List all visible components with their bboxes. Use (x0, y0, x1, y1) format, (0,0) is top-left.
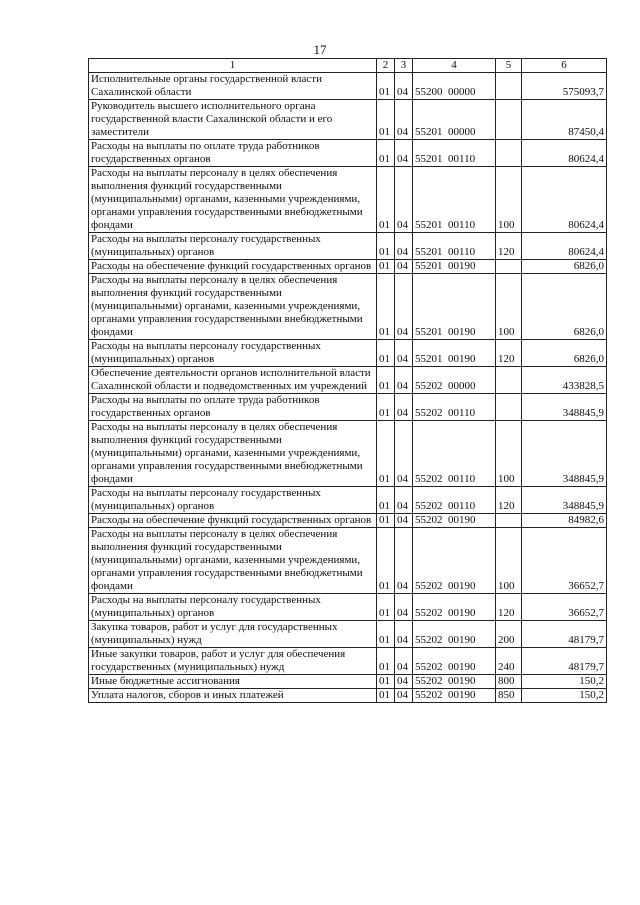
row-amount: 575093,7 (522, 73, 607, 100)
row-expense-type (496, 367, 522, 394)
row-target-article: 55202 00110 (413, 487, 496, 514)
row-subsection: 04 (395, 621, 413, 648)
row-name: Расходы на выплаты по оплате труда работников государственных органов (89, 140, 377, 167)
row-section: 01 (377, 167, 395, 233)
row-name: Исполнительные органы государственной власти Сахалинской области (89, 73, 377, 100)
row-expense-type: 120 (496, 233, 522, 260)
column-header: 3 (395, 59, 413, 73)
row-target-article: 55201 00190 (413, 274, 496, 340)
row-section: 01 (377, 487, 395, 514)
row-subsection: 04 (395, 167, 413, 233)
row-section: 01 (377, 689, 395, 703)
column-header: 6 (522, 59, 607, 73)
table-row (89, 100, 607, 140)
row-target-article: 55202 00110 (413, 394, 496, 421)
row-expense-type: 120 (496, 594, 522, 621)
row-subsection: 04 (395, 340, 413, 367)
row-section: 01 (377, 100, 395, 140)
row-name: Расходы на выплаты по оплате труда работников государственных органов (89, 394, 377, 421)
row-amount: 84982,6 (522, 514, 607, 528)
row-name: Расходы на выплаты персоналу государственных (муниципальных) органов (89, 594, 377, 621)
table-row (89, 621, 607, 648)
row-expense-type (496, 140, 522, 167)
table-row (89, 528, 607, 594)
row-target-article: 55201 00110 (413, 167, 496, 233)
row-subsection: 04 (395, 233, 413, 260)
column-header: 5 (496, 59, 522, 73)
row-target-article: 55202 00000 (413, 367, 496, 394)
row-amount: 6826,0 (522, 340, 607, 367)
row-amount: 36652,7 (522, 528, 607, 594)
row-amount: 80624,4 (522, 140, 607, 167)
row-subsection: 04 (395, 140, 413, 167)
row-name: Расходы на обеспечение функций государственных органов (89, 260, 377, 274)
row-target-article: 55201 00000 (413, 100, 496, 140)
row-subsection: 04 (395, 421, 413, 487)
row-name: Закупка товаров, работ и услуг для государственных (муниципальных) нужд (89, 621, 377, 648)
row-target-article: 55201 00110 (413, 233, 496, 260)
row-subsection: 04 (395, 689, 413, 703)
row-section: 01 (377, 621, 395, 648)
row-section: 01 (377, 367, 395, 394)
table-row (89, 675, 607, 689)
row-name: Расходы на выплаты персоналу государственных (муниципальных) органов (89, 487, 377, 514)
table-row (89, 514, 607, 528)
row-section: 01 (377, 260, 395, 274)
row-expense-type: 100 (496, 167, 522, 233)
row-target-article: 55200 00000 (413, 73, 496, 100)
row-amount: 348845,9 (522, 421, 607, 487)
table-row (89, 487, 607, 514)
row-section: 01 (377, 140, 395, 167)
row-target-article: 55201 00190 (413, 340, 496, 367)
budget-table (88, 58, 607, 703)
row-section: 01 (377, 233, 395, 260)
table-row (89, 73, 607, 100)
row-expense-type: 240 (496, 648, 522, 675)
row-expense-type: 850 (496, 689, 522, 703)
table-row (89, 167, 607, 233)
row-target-article: 55202 00190 (413, 514, 496, 528)
table-row (89, 260, 607, 274)
row-subsection: 04 (395, 594, 413, 621)
row-target-article: 55202 00190 (413, 648, 496, 675)
row-name: Иные закупки товаров, работ и услуг для обеспечения государственных (муниципальных) нужд (89, 648, 377, 675)
row-target-article: 55201 00110 (413, 140, 496, 167)
row-expense-type: 120 (496, 340, 522, 367)
row-subsection: 04 (395, 514, 413, 528)
row-amount: 87450,4 (522, 100, 607, 140)
column-header: 4 (413, 59, 496, 73)
page-number: 17 (313, 42, 327, 57)
row-section: 01 (377, 73, 395, 100)
row-subsection: 04 (395, 528, 413, 594)
column-header: 1 (89, 59, 377, 73)
row-amount: 348845,9 (522, 487, 607, 514)
row-expense-type: 100 (496, 274, 522, 340)
row-target-article: 55202 00110 (413, 421, 496, 487)
row-section: 01 (377, 648, 395, 675)
table-row (89, 274, 607, 340)
row-section: 01 (377, 394, 395, 421)
row-amount: 36652,7 (522, 594, 607, 621)
row-section: 01 (377, 274, 395, 340)
row-subsection: 04 (395, 367, 413, 394)
row-target-article: 55201 00190 (413, 260, 496, 274)
row-expense-type: 120 (496, 487, 522, 514)
table-row (89, 367, 607, 394)
row-subsection: 04 (395, 274, 413, 340)
row-amount: 6826,0 (522, 274, 607, 340)
row-name: Иные бюджетные ассигнования (89, 675, 377, 689)
row-subsection: 04 (395, 648, 413, 675)
column-header: 2 (377, 59, 395, 73)
row-amount: 6826,0 (522, 260, 607, 274)
row-expense-type: 800 (496, 675, 522, 689)
header-row (89, 59, 607, 73)
row-subsection: 04 (395, 100, 413, 140)
row-expense-type (496, 514, 522, 528)
row-amount: 48179,7 (522, 648, 607, 675)
row-expense-type (496, 73, 522, 100)
row-amount: 48179,7 (522, 621, 607, 648)
row-name: Расходы на выплаты персоналу государственных (муниципальных) органов (89, 233, 377, 260)
row-target-article: 55202 00190 (413, 528, 496, 594)
row-amount: 150,2 (522, 675, 607, 689)
row-subsection: 04 (395, 73, 413, 100)
table-row (89, 140, 607, 167)
row-expense-type: 100 (496, 528, 522, 594)
row-name: Расходы на выплаты персоналу государственных (муниципальных) органов (89, 340, 377, 367)
row-amount: 150,2 (522, 689, 607, 703)
row-name: Расходы на выплаты персоналу в целях обеспечения выполнения функций государственными (муниципальными) органами, казенными учреждениями, органами управления государственными внебюджетными фондами (89, 274, 377, 340)
table-row (89, 648, 607, 675)
row-amount: 80624,4 (522, 233, 607, 260)
row-target-article: 55202 00190 (413, 675, 496, 689)
table-row (89, 233, 607, 260)
row-subsection: 04 (395, 394, 413, 421)
row-section: 01 (377, 528, 395, 594)
row-target-article: 55202 00190 (413, 689, 496, 703)
row-name: Расходы на выплаты персоналу в целях обеспечения выполнения функций государственными (муниципальными) органами, казенными учреждениями, органами управления государственными внебюджетными фондами (89, 167, 377, 233)
row-subsection: 04 (395, 675, 413, 689)
row-section: 01 (377, 421, 395, 487)
row-expense-type (496, 260, 522, 274)
row-name: Расходы на выплаты персоналу в целях обеспечения выполнения функций государственными (муниципальными) органами, казенными учреждениями, органами управления государственными внебюджетными фондами (89, 421, 377, 487)
row-section: 01 (377, 594, 395, 621)
table-row (89, 340, 607, 367)
row-name: Расходы на выплаты персоналу в целях обеспечения выполнения функций государственными (муниципальными) органами, казенными учреждениями, органами управления государственными внебюджетными фондами (89, 528, 377, 594)
table-row (89, 689, 607, 703)
row-subsection: 04 (395, 260, 413, 274)
row-name: Руководитель высшего исполнительного органа государственной власти Сахалинской области и его заместители (89, 100, 377, 140)
row-expense-type (496, 100, 522, 140)
row-name: Уплата налогов, сборов и иных платежей (89, 689, 377, 703)
table-row (89, 594, 607, 621)
row-amount: 80624,4 (522, 167, 607, 233)
row-section: 01 (377, 514, 395, 528)
row-name: Расходы на обеспечение функций государственных органов (89, 514, 377, 528)
table-row (89, 394, 607, 421)
row-section: 01 (377, 340, 395, 367)
row-name: Обеспечение деятельности органов исполнительной власти Сахалинской области и подведомственных им учреждений (89, 367, 377, 394)
row-subsection: 04 (395, 487, 413, 514)
row-amount: 348845,9 (522, 394, 607, 421)
row-expense-type: 200 (496, 621, 522, 648)
row-target-article: 55202 00190 (413, 621, 496, 648)
row-target-article: 55202 00190 (413, 594, 496, 621)
row-amount: 433828,5 (522, 367, 607, 394)
row-expense-type: 100 (496, 421, 522, 487)
row-expense-type (496, 394, 522, 421)
row-section: 01 (377, 675, 395, 689)
table-row (89, 421, 607, 487)
